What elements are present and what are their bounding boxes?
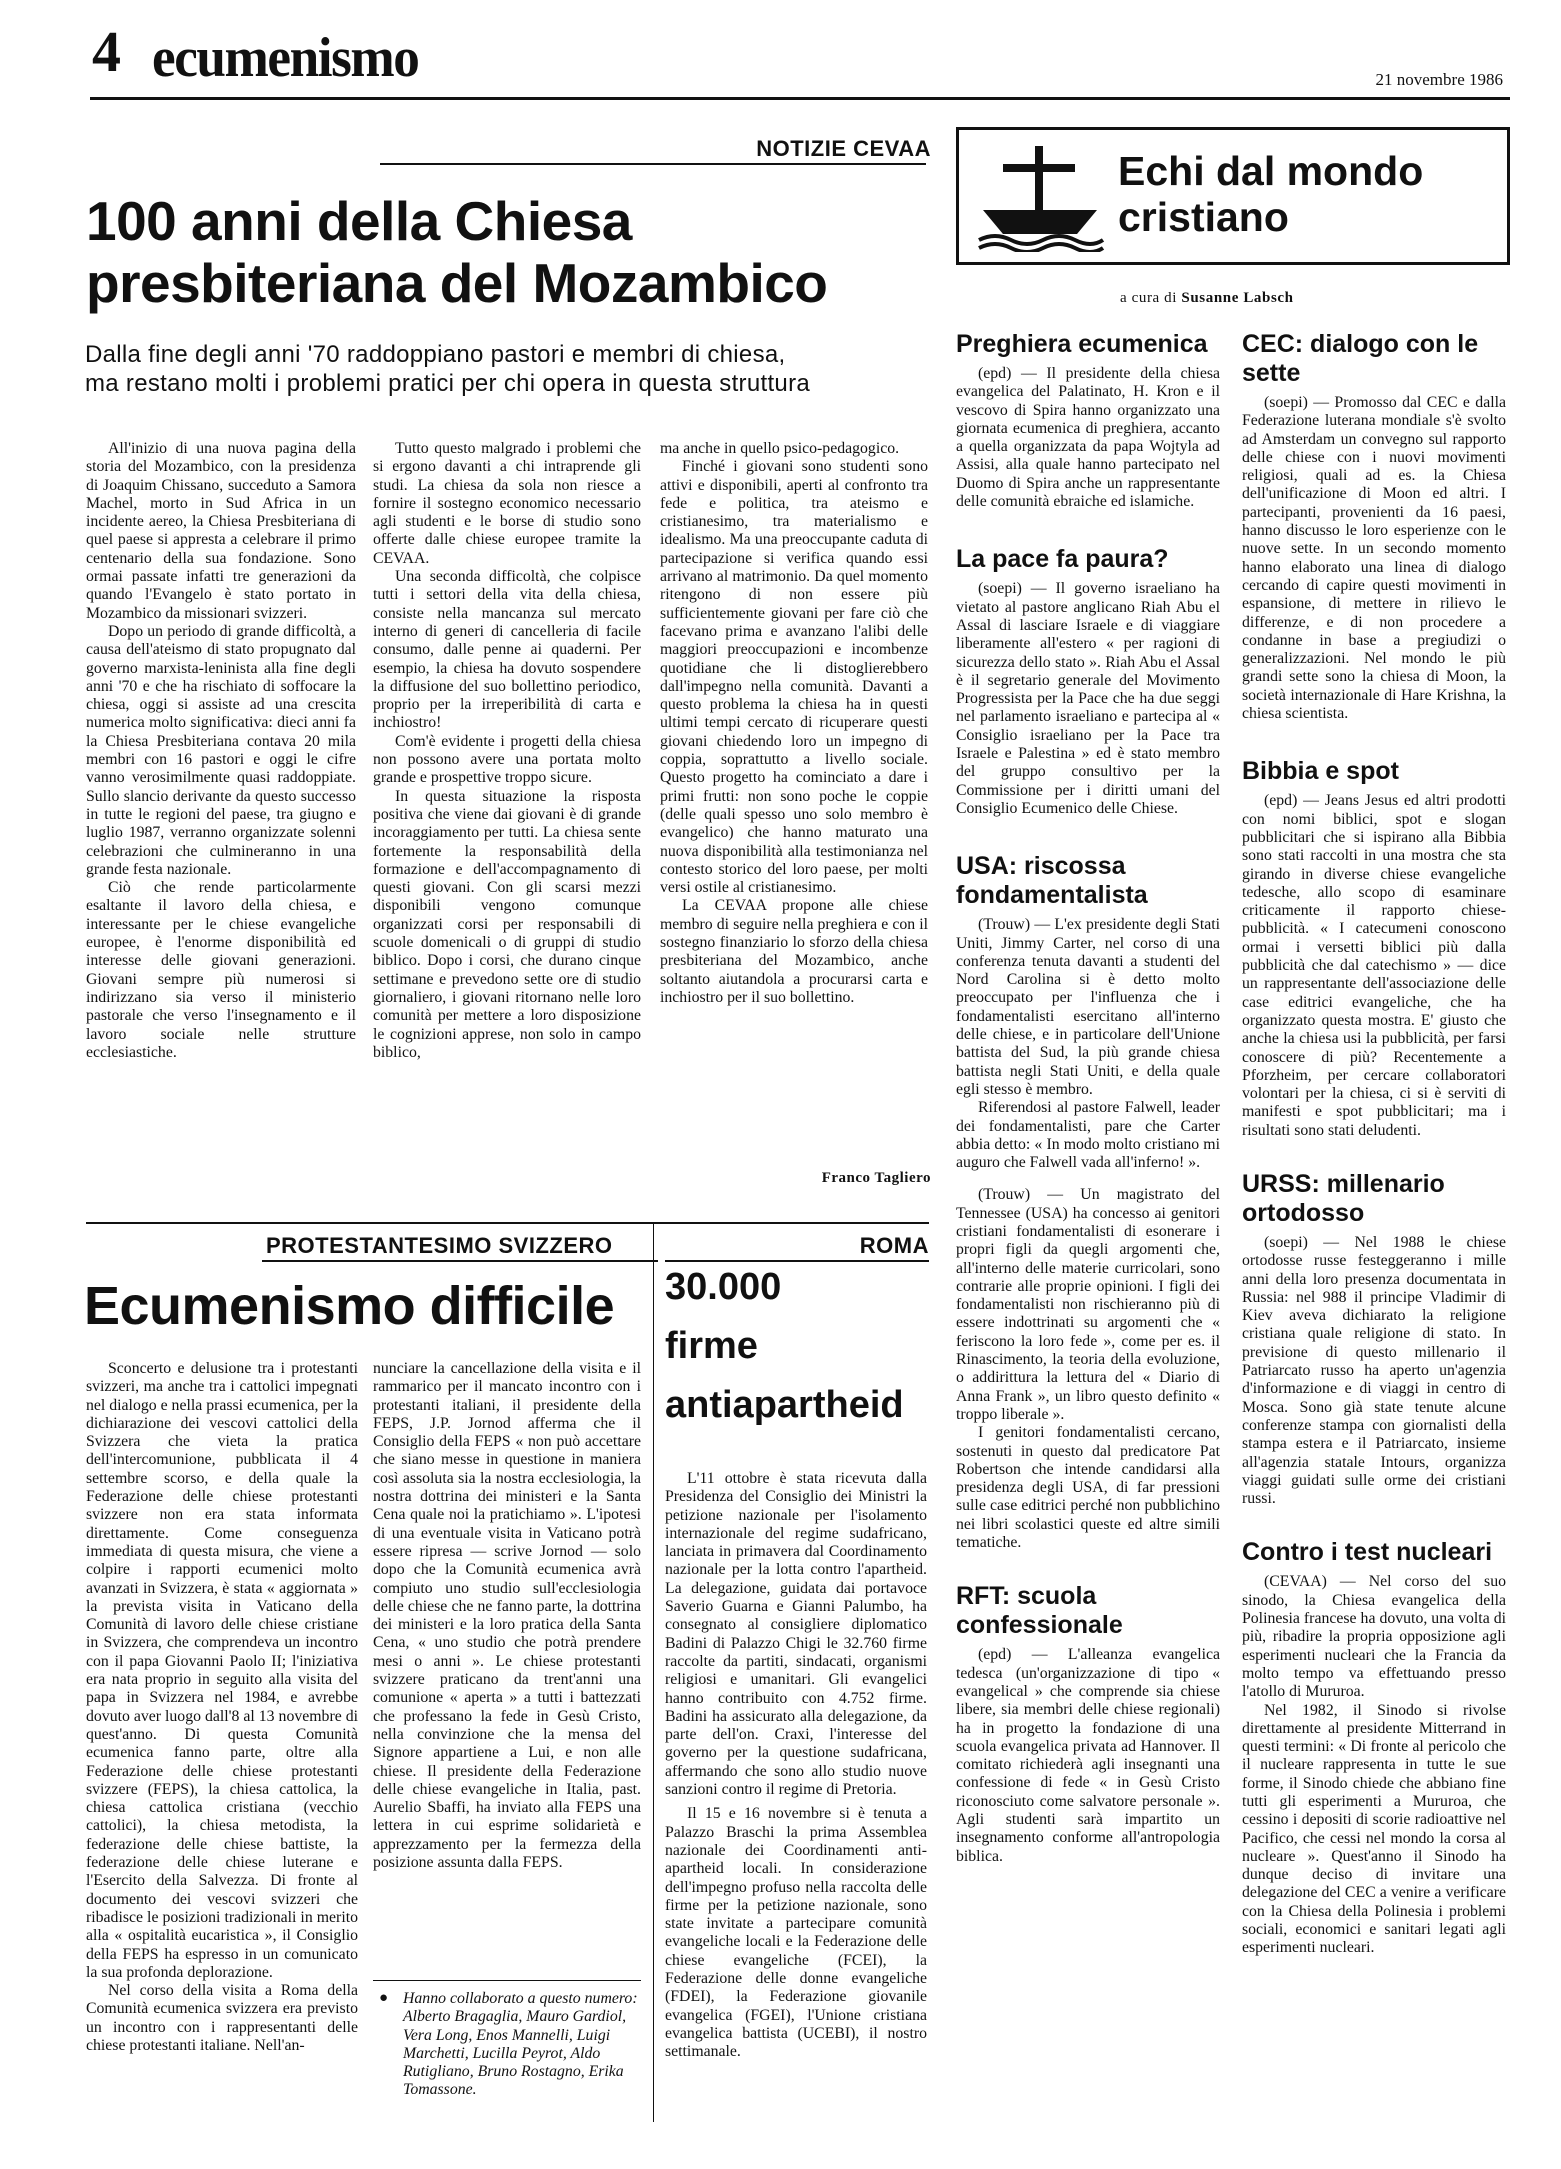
echi-item — [1242, 757, 1506, 1140]
echi-curator — [1120, 290, 1294, 307]
echi-item — [1242, 330, 1506, 723]
echi-item — [1242, 1538, 1506, 1957]
echi-headline: CEC: dialogo con le sette — [1242, 330, 1479, 387]
curator-prefix: a cura di — [1120, 290, 1178, 306]
paragraph: In questa situazione la risposta positiva che viene dai giovani è di grande incoraggiamento per tutti. La chiesa sente fortemente la responsabilità della formazione e dell'accompagnamento di questi giovani. Con gli scarsi mezzi disponibili vengono comunque organizzati corsi per responsabili di scuole domenicali o di gruppi di studio biblico. Dopo i corsi, che durano cinque settimane e prevedono sette ore di studio giornaliero, i giovani ritornano nelle loro comunità per mettere a loro disposizione le cognizioni apprese, non solo in campo biblico, — [373, 787, 641, 1061]
paragraph: (Trouw) — Un magistrato del Tennessee (USA) ha concesso ai genitori cristiani fondamentalisti di esonerare i propri figli da quegli argomenti che, all'interno delle materie curricolari, sono contrarie alle proprie opinioni. I figli dei fondamentalisti non rischieranno più di essere indottrinati su argomenti che « feriscono la loro fede », come per es. il Rinascimento, la teoria della evoluzione, o addirittura la lettura del « Diario di Anna Frank », un libro questo definito « troppo liberale ». — [956, 1186, 1220, 1423]
article2-column-1 — [86, 1360, 358, 2055]
paragraph: L'11 ottobre è stata ricevuta dalla Presidenza del Consiglio dei Ministri la petizione nazionale per l'isolamento internazionale del regime sudafricano, lanciata in primavera dal Coordinamento nazionale per la lotta contro l'apartheid. La delegazione, guidata dai portavoce Saverio Guarna e Gianni Palumbo, ha consegnato al consigliere diplomatico Badini di Palazzo Chigi le 32.760 firme raccolte da partiti, sindacati, organismi religiosi e umanitari. Gli evangelici hanno contribuito con 4.752 firme. Badini ha assicurato alla delegazione, da parte dell'on. Craxi, l'interesse del governo per la questione sudafricana, affermando che sono allo studio nuove sanzioni contro il regime di Pretoria. — [665, 1470, 927, 1799]
article3-body — [665, 1470, 927, 2062]
echi-title-line: Echi dal mondo — [1118, 148, 1424, 194]
headline-line: antiapartheid — [665, 1384, 904, 1426]
headline-line: 30.000 — [665, 1266, 782, 1308]
echi-body — [956, 916, 1220, 1552]
echi-left-column — [956, 330, 1220, 1866]
paragraph: ma anche in quello psico-pedagogico. — [660, 440, 900, 457]
paragraph: (epd) — Jeans Jesus ed altri prodotti con nomi biblici, spot e slogan pubblicitari che si ispirano alla Bibbia sono stati raccolti in una mostra che sta girando in diverse chiese evangeliche tedesche, allo scopo di esaminare criticamente il rapporto chiese-pubblicità. « I catecumeni conoscono ormai i versetti biblici più dalla pubblicità che dal catechismo » — dice un rappresentante dell'associazione delle case editrici evangeliche, che ha organizzato questa mostra. E' giusto che anche la chiesa usi la pubblicità, per farsi conoscere di più? Recentemente a Pforzheim, per cercare collaboratori volontari per la chiesa, ci si è serviti di manifesti e spot pubblicitari; ma i risultati sono stati deludenti. — [1242, 792, 1506, 1139]
contributors-rule — [373, 1980, 641, 1981]
echi-headline: Contro i test nucleari — [1242, 1538, 1493, 1567]
article1-author: Franco Tagliero — [821, 1170, 931, 1186]
paragraph: Nel corso della visita a Roma della Comunità ecumenica svizzera era previsto un incontro con i rappresentanti delle chiese protestanti italiane. Nell'an- — [86, 1982, 358, 2054]
paragraph: Sconcerto e delusione tra i protestanti svizzeri, ma anche tra i cattolici impegnati nel dialogo e nella prassi ecumenica, per la dichiarazione dei vescovi cattolici della Svizzera che vieta la pratica dell'intercomunione, pubblicata il 4 settembre scorso, e della quale la Federazione delle chiese protestanti svizzere non era stata informata direttamente. Come conseguenza immediata di questa misura, che viene a colpire i rapporti ecumenici molto avanzati in Svizzera, è stata « aggiornata » la prevista visita in Vaticano della Comunità di lavoro delle chiese cristiane in Svizzera, che comprendeva un incontro con il papa Giovanni Paolo II; l'iniziativa era nata proprio in seguito alla visita del papa in Svizzera nel 1984, e avrebbe dovuto aver luogo dall'8 al 13 novembre di quest'anno. Di questa Comunità ecumenica fanno parte, oltre alla Federazione delle chiese protestanti svizzere (FEPS), la chiesa cattolica, la chiesa cattolica cristiana (vecchio cattolici), la chiesa metodista, la federazione delle chiese battiste, la federazione delle chiese luterane e l'Esercito della Salvezza. Di fronte al documento dei vescovi svizzeri che ribadisce le posizioni tradizionali in merito alla « ospitalità eucaristica », il Consiglio della FEPS ha espresso in un comunicato la sua profonda deplorazione. — [86, 1360, 358, 1981]
article1-column-1 — [86, 440, 356, 1062]
echi-item — [956, 330, 1220, 511]
issue-date: 21 novembre 1986 — [1375, 70, 1503, 89]
echi-headline: Preghiera ecumenica — [956, 330, 1208, 358]
section-title: ecumenismo — [152, 27, 419, 89]
headline-line: presbiteriana del Mozambico — [86, 252, 828, 314]
paragraph: I genitori fondamentalisti cercano, sostenuti in questo dal predicatore Pat Robertson che intende candidarsi alla presidenza degli USA, di far pressioni sulle case editrici perché non pubblichino nei libri scolastici queste ed altre simili tematiche. — [956, 1424, 1220, 1552]
paragraph: Finché i giovani sono studenti sono attivi e disponibili, aperti al confronto tra fede e politica, tra ateismo e cristianesimo, tra materialismo e idealismo. Ma una preoccupante caduta di partecipazione si verifica quando essi arrivano al matrimonio. Da quel momento ritengono di non essere più sufficientemente giovani per fare ciò che facevano prima e avanzano l'alibi delle maggiori preoccupazioni e incombenze quotidiane che li distoglierebbero dall'impegno nella comunità. Davanti a questo problema la chiesa ha in questi ultimi tempi cercato di ricuperare questi giovani chiedendo loro un impegno di coppia, soprattutto a livello sociale. Questo progetto ha cominciato a dare i primi frutti: non sono poche le coppie (delle quali spesso uno solo membro è evangelico) che hanno maturato una nuova disponibilità alla testimonianza nel contesto storico del loro paese, per molti versi ostile al cristianesimo. — [660, 458, 928, 897]
paragraph: Il 15 e 16 novembre si è tenuta a Palazzo Braschi la prima Assemblea nazionale dei Coordinamenti anti-apartheid locali. In considerazione dell'impegno profuso nella raccolta delle firme per la petizione nazionale, sono state invitate a partecipare comunità evangeliche locali e la Federazione delle chiese evangeliche (FCEI), la Federazione delle donne evangeliche (FDEI), la Federazione giovanile evangelica (FGEI), l'Unione cristiana evangelica battista (UCEBI), il nostro settimanale. — [665, 1805, 927, 2061]
echi-headline: URSS: millenario ortodosso — [1242, 1169, 1445, 1227]
article3-divider — [653, 1222, 654, 2122]
article3-kicker: ROMA — [859, 1233, 929, 1258]
echi-body — [956, 365, 1220, 511]
headline-line: firme — [665, 1325, 758, 1367]
subtitle-line: ma restano molti i problemi pratici per chi opera in questa struttura — [85, 370, 811, 397]
article1-subtitle — [85, 340, 925, 398]
paragraph: All'inizio di una nuova pagina della storia del Mozambico, con la presidenza di Joaquim Chissano, succeduto a Samora Machel, morto in Sud Africa in un incidente aereo, la Chiesa Presbiteriana di quel paese si appresta a celebrare il primo centenario della sua fondazione. Sono ormai passate infatti tre generazioni da quando l'Evangelo è stato portato in Mozambico da missionari svizzeri. — [86, 440, 356, 622]
paragraph: Nel 1982, il Sinodo si rivolse direttamente al presidente Mitterrand in questi termini: « Di fronte al pericolo che il nucleare rappresenta in tutte le sue forme, il Sinodo chiede che abbiano fine tutti gli esperimenti a Mururoa, che cessino i depositi di scorie radioattive nel Pacifico, che cessi nel mondo la corsa al nucleare ». Quest'anno il Sinodo ha dunque deciso di invitare una delegazione del CEC a venire a verificare con la Chiesa della Polinesia i problemi sociali, economici e sanitari legati agli esperimenti nucleari. — [1242, 1701, 1506, 1957]
article1-headline — [86, 190, 827, 314]
article3-headline — [665, 1258, 904, 1435]
contributors-text: Hanno collaborato a questo numero: Alberto Bragaglia, Mauro Gardiol, Vera Long, Enos Mannelli, Luigi Marchetti, Lucilla Peyrot, Aldo Rutigliano, Bruno Rostagno, Erika Tomassone. — [403, 1990, 638, 2099]
subtitle-line: Dalla fine degli anni '70 raddoppiano pastori e membri di chiesa, — [85, 341, 786, 368]
article1-column-3 — [660, 440, 928, 1007]
echi-headline: Bibbia e spot — [1242, 757, 1399, 786]
masthead-rule — [90, 97, 1510, 100]
paragraph: Com'è evidente i progetti della chiesa non possono avere una portata molto grande e prospettive troppo sicure. — [373, 732, 641, 787]
echi-body — [1242, 792, 1506, 1140]
headline-line: 100 anni della Chiesa — [86, 190, 632, 252]
paragraph: (epd) — L'alleanza evangelica tedesca (un'organizzazione di tipo « evangelical » che comprende sia chiese libere, sia membri delle chiese regionali) ha in progetto la fondazione di una scuola evangelica privata ad Hannover. Il comitato richiederà agli insegnanti una confessione di fede « in Gesù Cristo riconosciuto come salvatore personale ». Agli studenti sarà impartito un insegnamento conforme all'antropologia biblica. — [956, 1646, 1220, 1865]
cross-boat-icon — [975, 142, 1105, 252]
article2-kicker: PROTESTANTESIMO SVIZZERO — [266, 1233, 613, 1258]
paragraph: La CEVAA propone alle chiese membro di seguire nella preghiera e con il sostegno finanziario lo sforzo della chiesa presbiteriana del Mozambico, anche soltanto aiutandola a procurarsi carta e inchiostro per il suo bollettino. — [660, 897, 928, 1006]
paragraph: Riferendosi al pastore Falwell, leader dei fondamentalisti, pare che Carter abbia detto: « In modo molto cristiano mi auguro che Falwell vada all'inferno! ». — [956, 1099, 1220, 1172]
article2-column-2 — [373, 1360, 641, 1872]
echi-title — [1118, 148, 1423, 240]
echi-item — [956, 545, 1220, 818]
echi-item — [956, 1582, 1220, 1866]
echi-item — [956, 852, 1220, 1552]
paragraph: Dopo un periodo di grande difficoltà, a causa dell'ateismo di stato propugnato dal governo marxista-leninista alla fine degli anni '70 e che ha rischiato di soffocare la chiesa, oggi si assiste ad una crescita numerica molto significativa: dieci anni fa la Chiesa Presbiteriana contava 20 mila membri con 16 pastori e oggi le cifre vanno verosimilmente quasi raddoppiate. Sullo slancio derivante da questo successo in tutte le regioni del paese, tra giugno e luglio 1987, verranno organizzate solenni celebrazioni che culmineranno in una grande festa nazionale. — [86, 622, 356, 878]
article2-kicker-rule — [262, 1260, 658, 1262]
echi-item — [1242, 1170, 1506, 1508]
echi-headline: USA: riscossa fondamentalista — [956, 852, 1148, 910]
paragraph: Ciò che rende particolarmente esaltante il lavoro della chiesa, e interessante per le chiese evangeliche europee, è l'enorme disponibilità ed interesse delle giovani generazioni. Giovani sempre più numerosi si indirizzano sia verso il ministerio pastorale che verso l'insegnamento e il lavoro sociale nelle strutture ecclesiastiche. — [86, 879, 356, 1061]
contributors-note — [373, 1990, 641, 2100]
paragraph: (soepi) — Promosso dal CEC e dalla Federazione luterana mondiale s'è svolto ad Amsterdam un convegno sul rapporto delle chiese con i nuovi movimenti religiosi, quali ad es. la Chiesa dell'unificazione di Moon ed altri. I partecipanti, provenienti da 16 paesi, hanno discusso le loro esperienze con le nuove sette. In un secondo momento hanno elaborato una linea di dialogo cercando di capire questi movimenti in espansione, di mettere in rilievo le differenze, e di non procedere a condanne in base a pregiudizi o generalizzazioni. Nel mondo le più grandi sette sono la chiesa di Moon, la società internazionale di Hare Krishna, la chiesa scientista. — [1242, 394, 1506, 723]
echi-title-line: cristiano — [1118, 194, 1289, 240]
paragraph: (soepi) — Il governo israeliano ha vietato al pastore anglicano Riah Abu el Assal di lasciare Israele e di viaggiare liberamente all'estero « per ragioni di sicurezza dello stato ». Riah Abu el Assal è il segretario generale del Movimento Progressista per la Pace che ha due seggi nel parlamento israeliano e partecipa al « Consiglio israeliano per la Pace tra Israele e Palestina » ed è stato membro del gruppo consultivo per la Commissione per i diritti umani del Consiglio Ecumenico delle Chiese. — [956, 580, 1220, 817]
article1-kicker: NOTIZIE CEVAA — [756, 136, 931, 161]
paragraph: Una seconda difficoltà, che colpisce tutti i settori della vita della chiesa, consiste nella mancanza sul mercato interno di generi di cancelleria di facile consumo, dalle penne ai quaderni. Per esempio, la chiesa ha dovuto sospendere la diffusione del suo bollettino periodico, proprio per la irreperibilità di carta e inchiostro! — [373, 568, 641, 732]
paragraph: nunciare la cancellazione della visita e il rammarico per il mancato incontro con i protestanti italiani, il presidente della FEPS, J.P. Jornod afferma che il Consiglio della FEPS « non può accettare che siano messe in questione in maniera così assoluta sia la nostra ecclesiologia, la nostra dottrina dei ministeri e la Santa Cena quale noi la pratichiamo ». L'ipotesi di una eventuale visita in Vaticano potrà essere ripresa — scrive Jornod — solo dopo che la Comunità ecumenica avrà compiuto uno studio sull'ecclesiologia delle chiese che ne fanno parte, la dottrina dei ministeri e la loro pratica della Santa Cena, « uno studio che potrà prendere mesi o anni ». Le chiese protestanti svizzere praticano da trent'anni una comunione « aperta » a tutti i battezzati che professano la fede in Gesù Cristo, nella convinzione che la mensa del Signore appartiene a Lui, e non alle chiese. Il presidente della Federazione delle chiese evangeliche in Italia, past. Aurelio Sbaffi, ha inviato alla FEPS una lettera in cui esprime solidarietà e apprezzamento per la fermezza della posizione assunta dalla FEPS. — [373, 1360, 641, 1872]
echi-body — [1242, 1234, 1506, 1508]
article1-kicker-rule — [380, 163, 926, 165]
echi-body — [1242, 1573, 1506, 1957]
page-number: 4 — [92, 19, 121, 84]
echi-headline: La pace fa paura? — [956, 545, 1169, 574]
paragraph: Tutto questo malgrado i problemi che si ergono davanti a chi intraprende gli studi. La chiesa da sola non riesce a fornire il sostegno economico necessario agli studenti e le borse di studio sono offerte dalle chiese europee tramite la CEVAA. — [373, 440, 641, 567]
echi-headline: RFT: scuola confessionale — [956, 1582, 1123, 1640]
echi-body — [956, 1646, 1220, 1866]
article2-headline: Ecumenismo difficile — [84, 1276, 615, 1336]
paragraph: (Trouw) — L'ex presidente degli Stati Uniti, Jimmy Carter, nel corso di una conferenza tenuta davanti a studenti del Nord Carolina si è detto molto preoccupato per l'influenza che i fondamentalisti esercitano all'interno delle chiese, e in particolare dell'Unione battista del Sud, la più grande chiesa battista negli Stati Uniti, e della quale egli stesso è membro. — [956, 916, 1220, 1098]
paragraph: (epd) — Il presidente della chiesa evangelica del Palatinato, H. Kron e il vescovo di Spira hanno organizzato una giornata ecumenica di preghiera, accanto a quella organizzata da papa Wojtyla ad Assisi, alla quale hanno partecipato nel Duomo di Spira anche un rappresentante delle comunità ebraiche ed islamiche. — [956, 365, 1220, 511]
paragraph: (CEVAA) — Nel corso del suo sinodo, la Chiesa evangelica della Polinesia francese ha dovuto, una volta di più, ribadire la propria opposizione agli esperimenti nucleari che la Francia da molto tempo va effettuando presso l'atollo di Mururoa. — [1242, 1573, 1506, 1701]
echi-body — [1242, 394, 1506, 723]
echi-right-column — [1242, 330, 1506, 1958]
mid-rule — [86, 1222, 929, 1224]
paragraph: (soepi) — Nel 1988 le chiese ortodosse russe festeggeranno i mille anni della loro presenza documentata in Russia: nel 988 il principe Vladimir di Kiev aveva dichiarato la religione cristiana quale religione di stato. In previsione di questo millenario il Patriarcato russo ha aperto un'agenzia d'informazione e di viaggi in centro di Mosca. Sono già state tenute alcune conferenze stampa con giornalisti della stampa estera e il Patriarcato, insieme all'agenzia statale Intours, organizza viaggi guidati sulle orme dei cristiani russi. — [1242, 1233, 1506, 1508]
article1-column-2 — [373, 440, 641, 1062]
bullet-icon: ● — [379, 1990, 389, 2006]
curator-name: Susanne Labsch — [1181, 290, 1294, 306]
echi-body — [956, 580, 1220, 818]
